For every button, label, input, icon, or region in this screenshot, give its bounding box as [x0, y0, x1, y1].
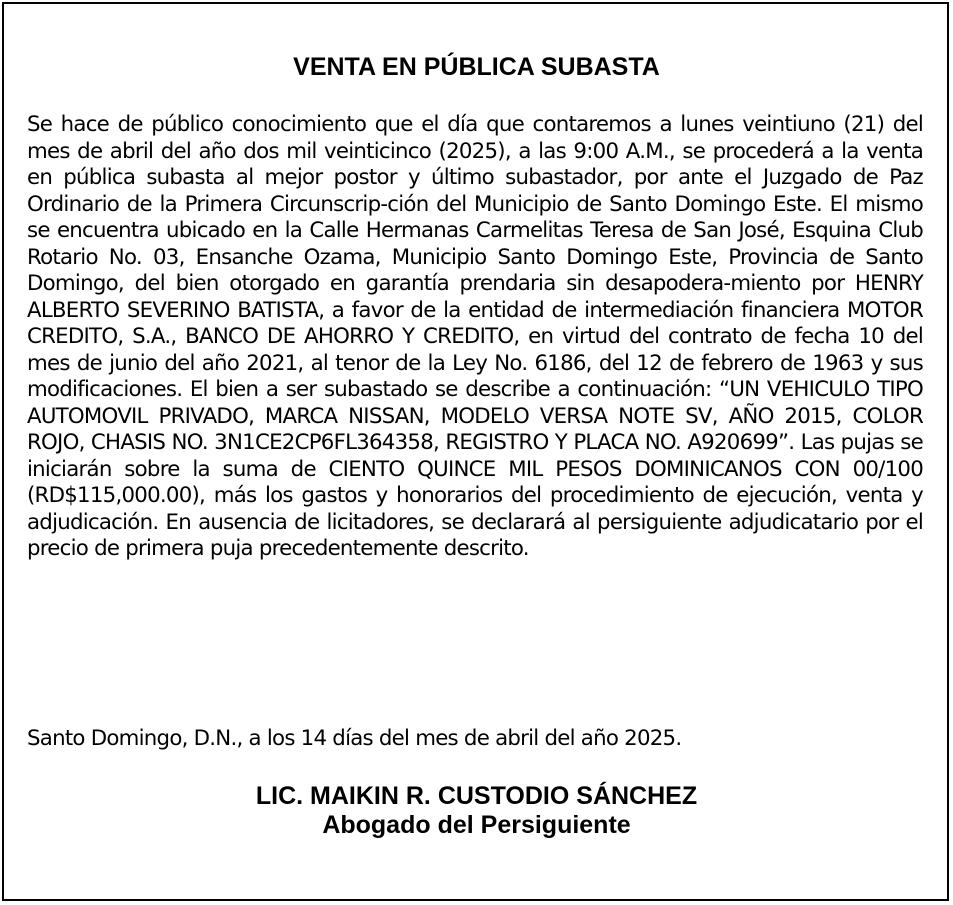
- notice-closing-date: Santo Domingo, D.N., a los 14 días del mes de abril del año 2025.: [27, 726, 682, 751]
- signer-role: Abogado del Persiguiente: [322, 811, 631, 839]
- notice-body: Se hace de público conocimiento que el día que contaremos a lunes veintiuno (21) del mes de abril del año dos mil veinticinco (2025), a las 9:00 A.M., se procederá a la venta en pública subasta al mejor postor y último subastador, por ante el Juzgado de Paz Ordinario de la Primera Circunscrip-ción del Municipio de Santo Domingo Este. El mismo se encuentra ubicado en la Calle Hermanas Carmelitas Teresa de San José, Esquina Club Rotario No. 03, Ensanche Ozama, Municipio Santo Domingo Este, Provincia de Santo Domingo, del bien otorgado en garantía prendaria sin desapodera-miento por HENRY ALBERTO SEVERINO BATISTA, a favor de la entidad de intermediación financiera MOTOR CREDITO, S.A., BANCO DE AHORRO Y CREDITO, en virtud del contrato de fecha 10 del mes de junio del año 2021, al tenor de la Ley No. 6186, del 12 de febrero de 1963 y sus modificaciones. El bien a ser subastado se describe a continuación: “UN VEHICULO TIPO AUTOMOVIL PRIVADO, MARCA NISSAN, MODELO VERSA NOTE SV, AÑO 2015, COLOR ROJO, CHASIS NO. 3N1CE2CP6FL364358, REGISTRO Y PLACA NO. A920699”. Las pujas se iniciarán sobre la suma de CIENTO QUINCE MIL PESOS DOMINICANOS CON 00/100 (RD$115,000.00), más los gastos y honorarios del procedimiento de ejecución, venta y adjudicación. En ausencia de licitadores, se declarará al persiguiente adjudicatario por el precio de primera puja precedentemente descrito.: [27, 112, 923, 561]
- notice-title: VENTA EN PÚBLICA SUBASTA: [293, 53, 660, 81]
- signer-name: LIC. MAIKIN R. CUSTODIO SÁNCHEZ: [255, 782, 698, 810]
